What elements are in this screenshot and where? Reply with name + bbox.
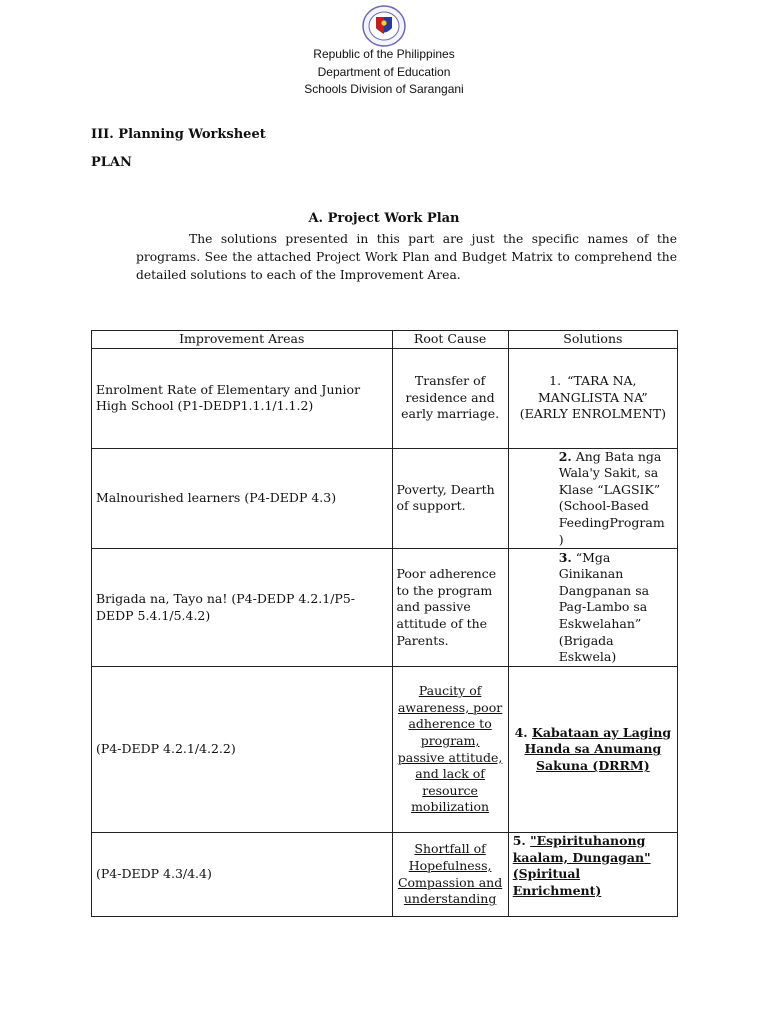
solution-text: “Mga Ginikanan Dangpanan sa Pag-Lambo sa Eskwelahan” (Brigada Eskwela) — [558, 549, 650, 665]
improvement-area-cell: (P4-DEDP 4.2.1/4.2.2) — [92, 667, 393, 833]
deped-seal-logo — [356, 4, 412, 48]
solution-cell — [508, 348, 677, 448]
solution-number: 3. — [558, 549, 572, 565]
table-row — [92, 833, 678, 917]
table-row — [92, 549, 678, 667]
solution-text: “TARA NA, MANGLISTA NA” (EARLY ENROLMENT) — [519, 373, 666, 422]
improvement-area-cell: Malnourished learners (P4-DEDP 4.3) — [92, 448, 393, 549]
letterhead — [0, 46, 768, 99]
improvement-area-cell: Brigada na, Tayo na! (P4-DEDP 4.2.1/P5-DEDP 5.4.1/5.4.2) — [92, 549, 393, 667]
solution-number: 5. — [512, 833, 526, 849]
solution-text: "Espirituhanong kaalam, Dungagan" (Spiritual Enrichment) — [512, 833, 651, 898]
root-cause-cell: Paucity of awareness, poor adherence to program, passive attitude, and lack of resource mobilization — [392, 667, 508, 833]
worksheet-heading: III. Planning Worksheet — [91, 127, 266, 142]
improvement-area-cell: (P4-DEDP 4.3/4.4) — [92, 833, 393, 917]
solution-number: 1. — [549, 373, 562, 389]
project-work-plan-table — [91, 330, 678, 917]
letterhead-country: Republic of the Philippines — [313, 47, 455, 61]
header-improvement-areas: Improvement Areas — [92, 331, 393, 349]
solution-cell — [508, 448, 677, 549]
improvement-area-cell: Enrolment Rate of Elementary and Junior High School (P1-DEDP1.1.1/1.1.2) — [92, 348, 393, 448]
solution-cell — [508, 667, 677, 833]
root-cause-cell: Poor adherence to the program and passive attitude of the Parents. — [392, 549, 508, 667]
intro-paragraph: The solutions presented in this part are just the specific names of the programs. See the attached Project Work Plan and Budget Matrix to comprehend the detailed solutions to each of the Improvement Area. — [136, 232, 677, 282]
header-root-cause: Root Cause — [392, 331, 508, 349]
root-cause-cell: Poverty, Dearth of support. — [392, 448, 508, 549]
solution-text: Kabataan ay Laging Handa sa Anumang Sakuna (DRRM) — [524, 724, 672, 773]
solution-number: 2. — [558, 448, 572, 464]
root-cause-cell: Transfer of residence and early marriage. — [392, 348, 508, 448]
table-row — [92, 348, 678, 448]
letterhead-department: Department of Education — [317, 64, 451, 79]
solution-text: Ang Bata nga Wala'y Sakit, sa Klase “LAGSIK” (School-Based FeedingProgram ) — [558, 448, 665, 547]
table-row — [92, 667, 678, 833]
solution-number: 4. — [514, 724, 528, 740]
section-title: A. Project Work Plan — [308, 211, 460, 226]
letterhead-division: Schools Division of Sarangani — [304, 82, 464, 96]
table-header-row — [92, 331, 678, 349]
solution-cell — [508, 833, 677, 917]
plan-heading: PLAN — [91, 155, 132, 170]
table-row — [92, 448, 678, 549]
root-cause-cell: Shortfall of Hopefulness, Compassion and understanding — [392, 833, 508, 917]
header-solutions: Solutions — [508, 331, 677, 349]
solution-cell — [508, 549, 677, 667]
